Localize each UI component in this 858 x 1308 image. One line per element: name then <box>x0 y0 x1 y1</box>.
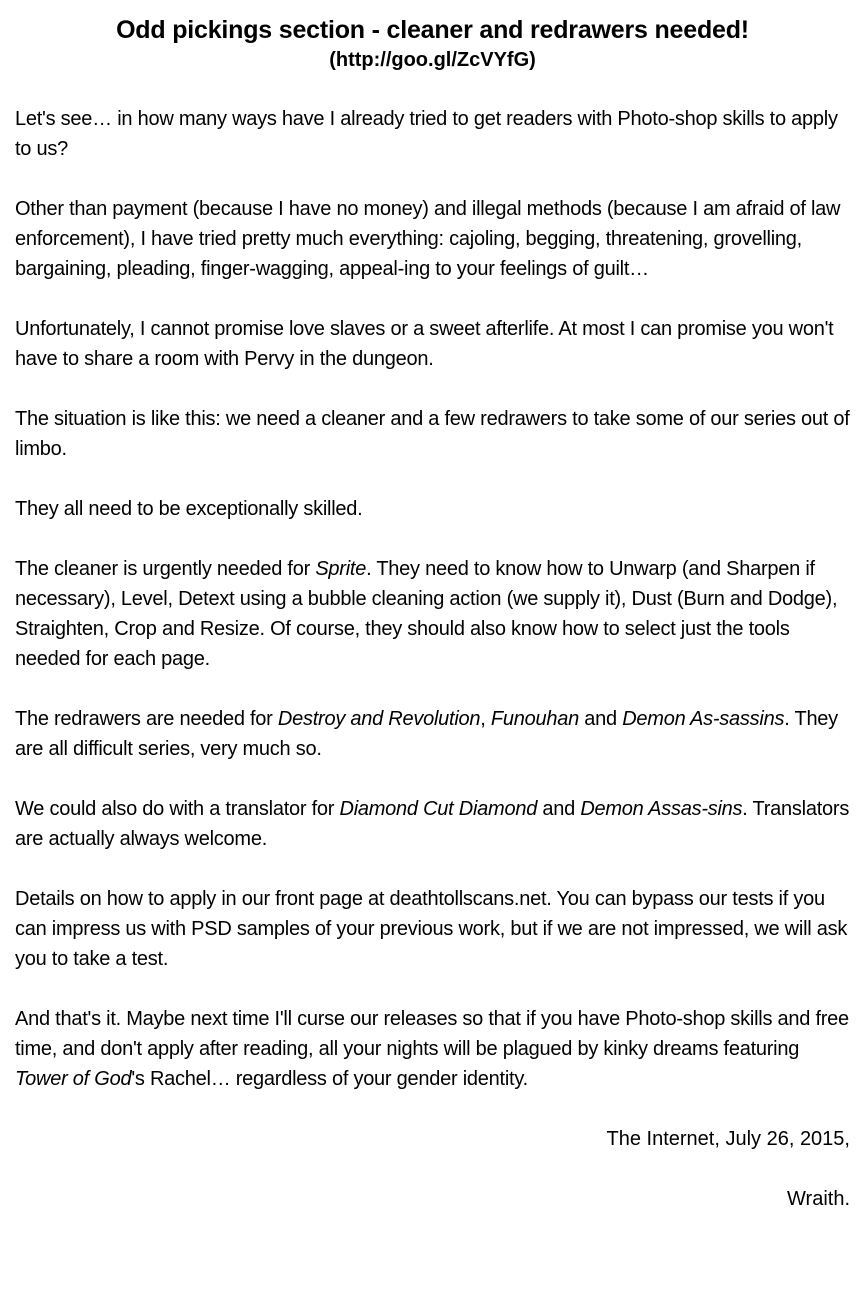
redrawers-text-pre: The redrawers are needed for <box>15 708 278 730</box>
paragraph-situation: The situation is like this: we need a cleaner and a few redrawers to take some of our series out of limbo. <box>15 408 850 460</box>
translator-text-post: . Translators are actually always welcome. <box>15 798 850 850</box>
signature-place-date: The Internet, July 26, 2015, <box>606 1128 850 1150</box>
redrawers-separator-2: and <box>579 708 623 730</box>
paragraph-translator <box>15 794 850 854</box>
document-page <box>15 14 850 1244</box>
closing-text-pre: And that's it. Maybe next time I'll curse our releases so that if you have Photo-shop skills and free time, and don't apply after reading, all your nights will be plagued by kinky dreams featuring <box>15 1008 849 1060</box>
series-title-sprite: Sprite <box>315 558 367 580</box>
paragraph-cleaner <box>15 554 850 674</box>
series-title-diamond-cut-diamond: Diamond Cut Diamond <box>339 798 538 820</box>
cleaner-text-post: . They need to know how to Unwarp (and Sharpen if necessary), Level, Detext using a bubble cleaning action (we supply it), Dust (Burn and Dodge), Straighten, Crop and Resize. Of course, they should also know how to select just the tools needed for each page. <box>15 558 838 670</box>
series-title-demon-assassins-2: Demon Assas-sins <box>580 798 743 820</box>
paragraph-intro: Let's see… in how many ways have I already tried to get readers with Photo-shop skills to apply to us? <box>15 108 838 160</box>
page-title: Odd pickings section - cleaner and redrawers needed! <box>116 16 749 44</box>
paragraph-closing <box>15 1004 850 1094</box>
series-title-funouhan: Funouhan <box>490 708 579 730</box>
signature-name: Wraith. <box>787 1188 850 1210</box>
closing-text-post: 's Rachel… regardless of your gender identity. <box>131 1068 528 1090</box>
paragraph-redrawers <box>15 704 850 764</box>
title-link: (http://goo.gl/ZcVYfG) <box>329 49 536 71</box>
translator-separator: and <box>537 798 581 820</box>
paragraph-skilled: They all need to be exceptionally skilled. <box>15 498 363 520</box>
paragraph-details: Details on how to apply in our front page at deathtollscans.net. You can bypass our tests if you can impress us with PSD samples of your previous work, but if we are not impressed, we will ask you to take a test. <box>15 888 848 970</box>
redrawers-text-post: . They are all difficult series, very much so. <box>15 708 838 760</box>
paragraph-promise: Unfortunately, I cannot promise love slaves or a sweet afterlife. At most I can promise you won't have to share a room with Pervy in the dungeon. <box>15 318 834 370</box>
series-title-tower-of-god: Tower of God <box>15 1068 132 1090</box>
redrawers-separator-1: , <box>480 708 491 730</box>
cleaner-text-pre: The cleaner is urgently needed for <box>15 558 316 580</box>
paragraph-methods: Other than payment (because I have no money) and illegal methods (because I am afraid of law enforcement), I have tried pretty much everything: cajoling, begging, threatening, grovelling, bargaining, pleading, finger-wagging, appeal-ing to your feelings of guilt… <box>15 198 841 280</box>
series-title-demon-assassins: Demon As-sassins <box>622 708 785 730</box>
translator-text-pre: We could also do with a translator for <box>15 798 340 820</box>
series-title-destroy-and-revolution: Destroy and Revolution <box>277 708 481 730</box>
